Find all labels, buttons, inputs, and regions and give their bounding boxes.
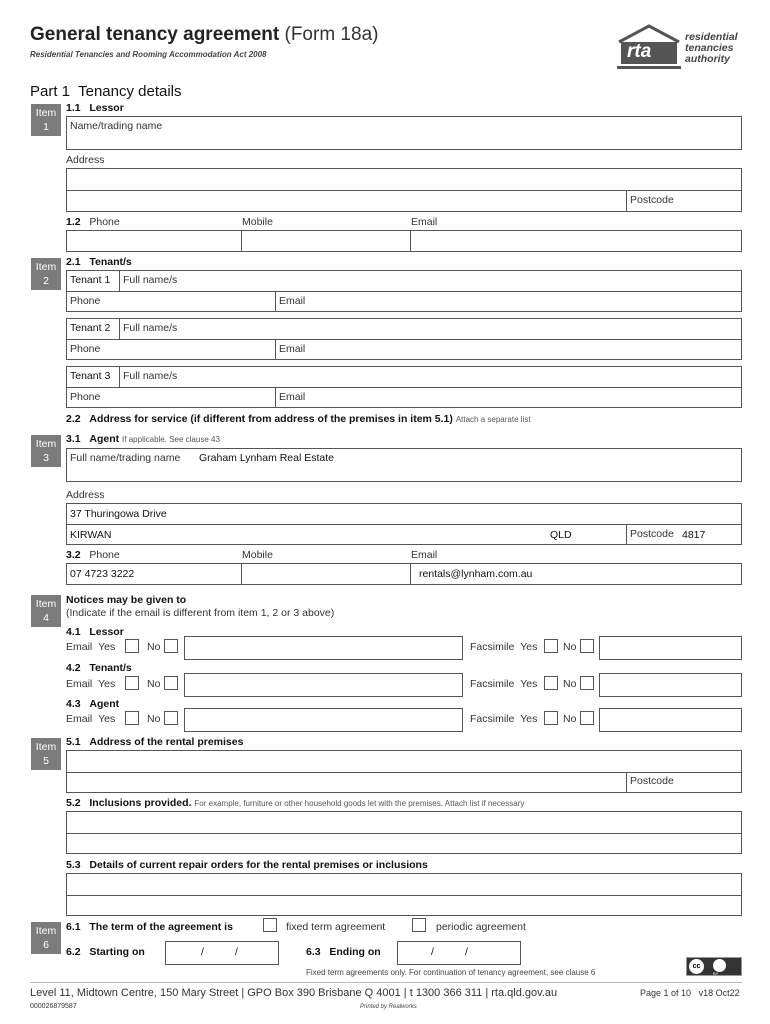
agent-name-label: Full name/trading name: [70, 452, 181, 464]
lessor-name-field[interactable]: [66, 116, 742, 150]
tenant-2-email-label: Email: [279, 343, 306, 355]
tenant-2-phone-label: Phone: [70, 343, 101, 355]
agent-email-label: Email: [411, 549, 438, 561]
notice-agent-fax-field[interactable]: [599, 708, 742, 732]
tenant-3-email-label: Email: [279, 391, 306, 403]
tenants-heading: 2.1 Tenant/s: [66, 256, 132, 268]
notices-sub: (Indicate if the email is different from item 1, 2 or 3 above): [66, 607, 335, 619]
rta-logo: [613, 24, 738, 72]
notices-heading: Notices may be given to: [66, 594, 187, 606]
creative-commons-badge: [686, 957, 742, 976]
repairs-heading: 5.3 Details of current repair orders for the rental premises or inclusions: [66, 859, 428, 871]
agent-phone-value: 07 4723 3222: [70, 568, 135, 580]
agent-heading: 3.1 Agent If applicable. See clause 43: [66, 433, 220, 445]
agent-address-field[interactable]: [66, 503, 742, 545]
notice-tenant-fax-no-label: No: [563, 678, 577, 690]
lessor-name-label: Name/trading name: [70, 120, 163, 132]
notice-agent-heading: 4.3 Agent: [66, 698, 120, 710]
lessor-email-label: Email: [411, 216, 438, 228]
tenant-3-phone-label: Phone: [70, 391, 101, 403]
tenant-2-block[interactable]: [66, 318, 742, 360]
lessor-postcode-label: Postcode: [630, 194, 674, 206]
agent-mobile-field[interactable]: [241, 563, 411, 585]
notice-tenant-fax-label: Facsimile Yes: [470, 678, 538, 690]
premises-postcode-label: Postcode: [630, 775, 674, 787]
term-heading: 6.1 The term of the agreement is: [66, 921, 233, 933]
start-date-field[interactable]: / /: [165, 941, 279, 965]
logo-words: residential tenancies authority: [685, 31, 738, 65]
cc-by-label: BY: [713, 971, 719, 976]
notice-tenant-fax-field[interactable]: [599, 673, 742, 697]
footer-page: Page 1 of 10 v18 Oct22: [640, 988, 740, 998]
fixed-term-checkbox[interactable]: [263, 918, 277, 932]
agent-email-value: rentals@lynham.com.au: [419, 568, 533, 580]
tenant-3-block[interactable]: [66, 366, 742, 408]
notice-lessor-fax-no-label: No: [563, 641, 577, 653]
lessor-heading: 1.1 Lessor: [66, 102, 124, 114]
item-4-badge: Item 4: [31, 595, 61, 627]
notice-lessor-email-no-checkbox[interactable]: [164, 639, 178, 653]
notice-tenant-email-yes-checkbox[interactable]: [125, 676, 139, 690]
item-6-badge: Item 6: [31, 922, 61, 954]
notice-agent-email-field[interactable]: [184, 708, 463, 732]
notice-agent-no-label: No: [147, 713, 161, 725]
tenant-1-phone-label: Phone: [70, 295, 101, 307]
notice-agent-fax-yes-checkbox[interactable]: [544, 711, 558, 725]
notice-agent-fax-label: Facsimile Yes: [470, 713, 538, 725]
footer-rule: [30, 982, 742, 983]
footer-code: 000026879587: [30, 1003, 77, 1010]
end-date-label: 6.3 Ending on: [306, 946, 381, 958]
agent-state: QLD: [550, 529, 572, 541]
lessor-phone-field[interactable]: [66, 230, 242, 252]
tenant-2-name-label: Full name/s: [123, 322, 178, 334]
logo-rta-text: rta: [627, 41, 652, 62]
footer-address: Level 11, Midtown Centre, 150 Mary Street | GPO Box 390 Brisbane Q 4001 | t 1300 366 311 | rta.qld.gov.au: [30, 987, 558, 999]
footer-printed: Printed by Realworks: [360, 1004, 417, 1010]
agent-postcode-label: Postcode: [630, 528, 674, 540]
lessor-email-field[interactable]: [410, 230, 742, 252]
item-3-badge: Item 3: [31, 435, 61, 467]
notice-lessor-fax-yes-checkbox[interactable]: [544, 639, 558, 653]
inclusions-heading: 5.2 Inclusions provided. For example, furniture or other household goods let with the premises. Attach list if necessary: [66, 797, 525, 809]
end-date-field[interactable]: / /: [397, 941, 521, 965]
agent-suburb: KIRWAN: [70, 529, 112, 541]
tenant-1-email-label: Email: [279, 295, 306, 307]
tenant-2-label: Tenant 2: [70, 322, 111, 334]
notice-lessor-no-label: No: [147, 641, 161, 653]
part-title: Part 1 Tenancy details: [30, 83, 182, 100]
notice-agent-email-label: Email Yes: [66, 713, 116, 725]
notice-tenant-fax-no-checkbox[interactable]: [580, 676, 594, 690]
tenant-1-block[interactable]: [66, 270, 742, 312]
agent-name-field[interactable]: [66, 448, 742, 482]
agent-postcode: 4817: [682, 529, 706, 541]
agent-mobile-label: Mobile: [242, 549, 273, 561]
notice-lessor-heading: 4.1 Lessor: [66, 626, 124, 638]
periodic-label: periodic agreement: [436, 921, 526, 933]
inclusions-field[interactable]: [66, 811, 742, 854]
notice-agent-email-yes-checkbox[interactable]: [125, 711, 139, 725]
periodic-checkbox[interactable]: [412, 918, 426, 932]
notice-agent-email-no-checkbox[interactable]: [164, 711, 178, 725]
tenant-1-label: Tenant 1: [70, 274, 111, 286]
agent-name-value: Graham Lynham Real Estate: [199, 452, 335, 464]
agent-phone-label: 3.2 Phone: [66, 549, 120, 561]
repairs-field[interactable]: [66, 873, 742, 916]
notice-lessor-fax-no-checkbox[interactable]: [580, 639, 594, 653]
notice-lessor-email-field[interactable]: [184, 636, 463, 660]
start-date-label: 6.2 Starting on: [66, 946, 145, 958]
act-name: Residential Tenancies and Rooming Accommodation Act 2008: [30, 50, 267, 59]
notice-lessor-email-label: Email Yes: [66, 641, 116, 653]
premises-address-field[interactable]: [66, 750, 742, 793]
form-title: General tenancy agreement (Form 18a): [30, 24, 379, 45]
cc-icon: cc: [689, 959, 704, 974]
notice-lessor-fax-label: Facsimile Yes: [470, 641, 538, 653]
agent-street: 37 Thuringowa Drive: [70, 508, 167, 520]
notice-tenant-heading: 4.2 Tenant/s: [66, 662, 132, 674]
lessor-address-field[interactable]: [66, 168, 742, 212]
notice-tenant-no-label: No: [147, 678, 161, 690]
lessor-phone-label: 1.2 Phone: [66, 216, 120, 228]
tenant-1-name-label: Full name/s: [123, 274, 178, 286]
fixed-term-label: fixed term agreement: [286, 921, 386, 933]
notice-lessor-email-yes-checkbox[interactable]: [125, 639, 139, 653]
lessor-address-label: Address: [66, 154, 105, 166]
term-note: Fixed term agreements only. For continuation of tenancy agreement, see clause 6: [306, 968, 596, 977]
agent-address-label: Address: [66, 489, 105, 501]
notice-agent-fax-no-label: No: [563, 713, 577, 725]
tenant-3-label: Tenant 3: [70, 370, 111, 382]
notice-tenant-email-field[interactable]: [184, 673, 463, 697]
notice-tenant-fax-yes-checkbox[interactable]: [544, 676, 558, 690]
item-2-badge: Item 2: [31, 258, 61, 290]
item-1-badge: Item 1: [31, 104, 61, 136]
service-address-heading: 2.2 Address for service (if different from address of the premises in item 5.1) Attach a separate list: [66, 413, 531, 425]
tenant-3-name-label: Full name/s: [123, 370, 178, 382]
notice-lessor-fax-field[interactable]: [599, 636, 742, 660]
notice-tenant-email-no-checkbox[interactable]: [164, 676, 178, 690]
premises-heading: 5.1 Address of the rental premises: [66, 736, 244, 748]
item-5-badge: Item 5: [31, 738, 61, 770]
notice-agent-fax-no-checkbox[interactable]: [580, 711, 594, 725]
lessor-mobile-field[interactable]: [241, 230, 411, 252]
agent-phone-field[interactable]: [66, 563, 242, 585]
lessor-mobile-label: Mobile: [242, 216, 273, 228]
notice-tenant-email-label: Email Yes: [66, 678, 116, 690]
agent-email-field[interactable]: [410, 563, 742, 585]
